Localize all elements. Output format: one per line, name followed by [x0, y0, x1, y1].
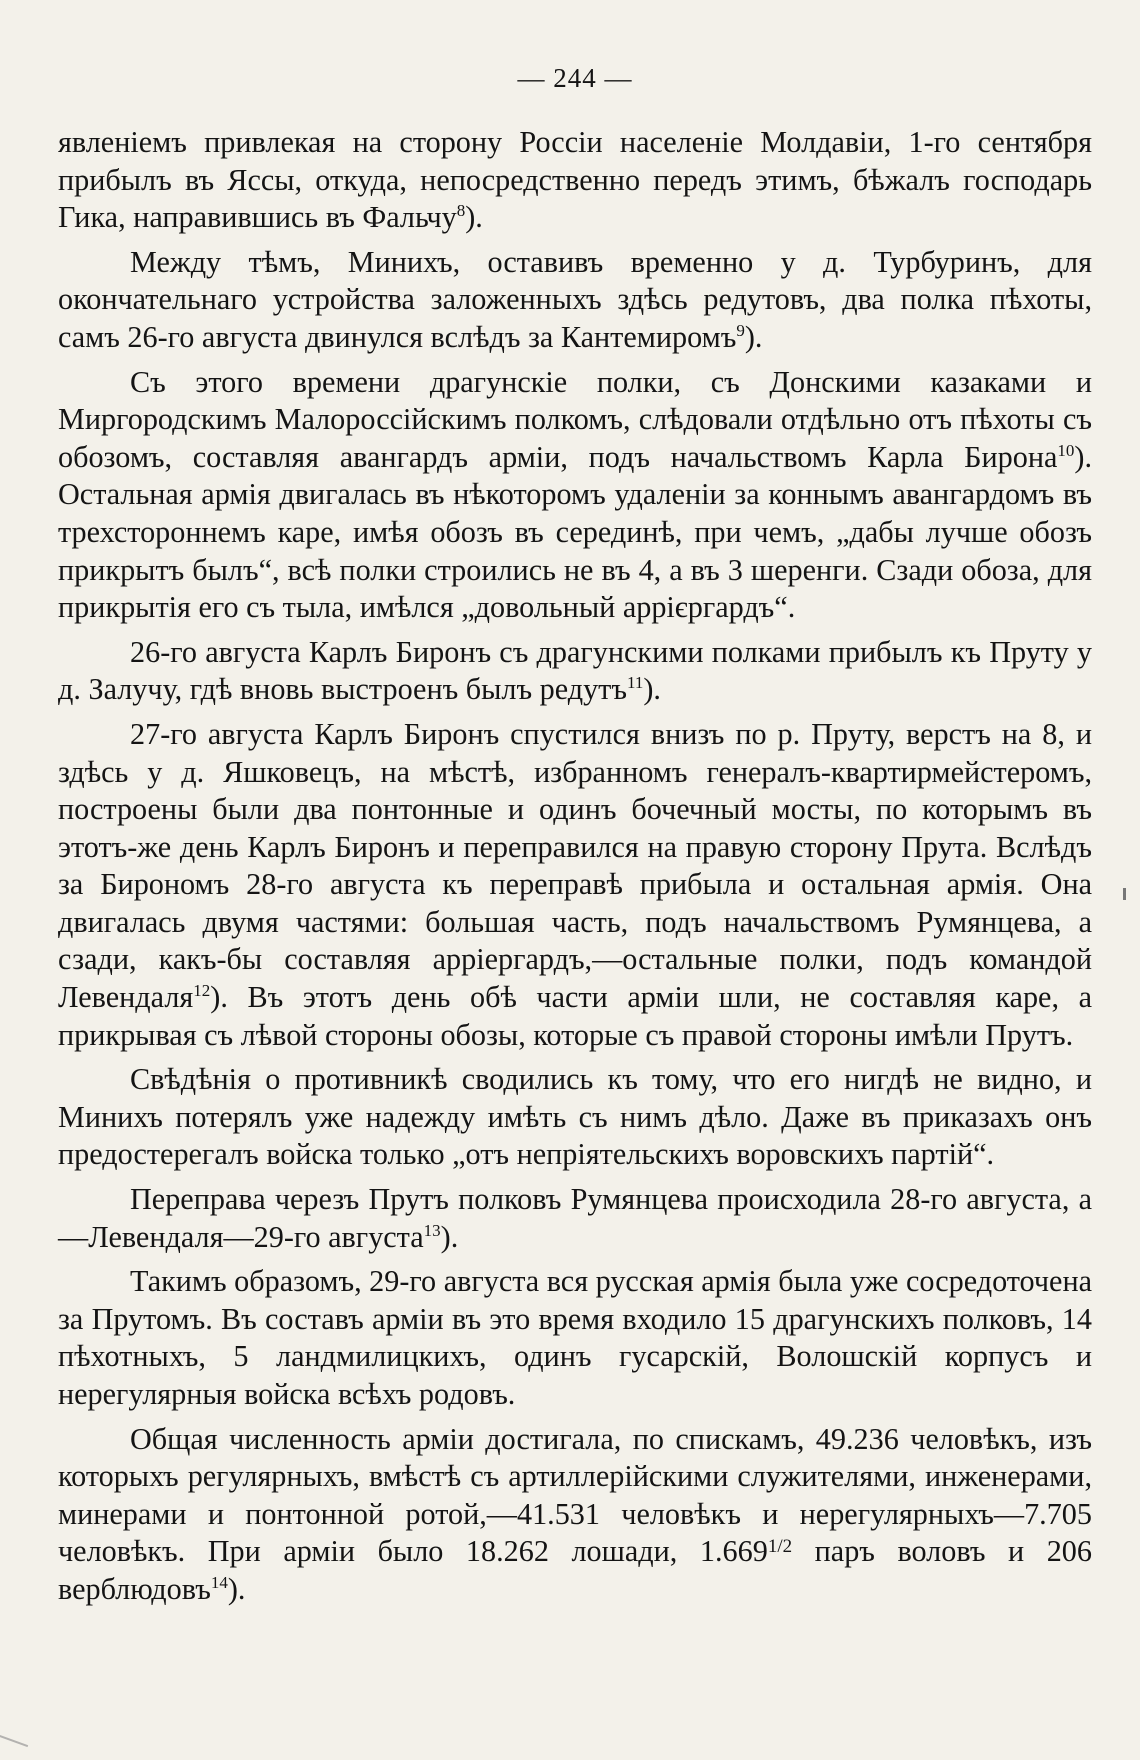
paragraph-text: Общая численность арміи достигала, по спискамъ, 49.236 человѣкъ, изъ которыхъ регулярныхъ, вмѣстѣ съ артиллерійскими служителями, инженерами, минерами и понтонной ротой,—41.531 человѣкъ и нерегулярныхъ—7.705 человѣкъ. При арміи было 18.262 лошади, 1.669 [58, 1421, 1092, 1569]
paragraph-text: Такимъ образомъ, 29-го августа вся русская армія была уже сосредоточена за Прутомъ. Въ составъ арміи въ это время входило 15 драгунскихъ полковъ, 14 пѣхотныхъ, 5 ландмилицкихъ, одинъ гусарскій, Волошскій корпусъ и нерегулярныя войска всѣхъ родовъ. [58, 1264, 1093, 1411]
paragraph [58, 716, 1092, 1054]
paragraph-text: 27-го августа Карлъ Биронъ спустился внизъ по р. Пруту, верстъ на 8, и здѣсь у д. Яшковецъ, на мѣстѣ, избранномъ генералъ-квартирмейстеромъ, построены были два понтонные и одинъ бочечный мосты, по которымъ въ этотъ-же день Карлъ Биронъ и переправился на правую сторону Прута. Вслѣдъ за Бирономъ 28-го августа къ переправѣ прибыла и остальная армія. Она двигалась двумя частями: большая часть, подъ начальствомъ Румянцева, а сзади, какъ-бы составляя арріергардъ,—остальные полки, подъ командой Левендаля [58, 716, 1092, 1015]
paragraph [58, 1263, 1092, 1413]
paragraph-text: ). [643, 672, 661, 707]
footnote-ref: 9 [736, 320, 745, 340]
footnote-ref: 14 [210, 1572, 228, 1592]
paragraph [58, 244, 1092, 357]
paragraph-text: Свѣдѣнія о противникѣ сводились къ тому, что его нигдѣ не видно, и Минихъ потерялъ уже надежду имѣть съ нимъ дѣло. Даже въ приказахъ онъ предостерегалъ войска только „отъ непріятельскихъ воровскихъ партій“. [58, 1062, 1092, 1172]
paragraph [58, 634, 1092, 709]
footnote-ref: 11 [626, 673, 644, 693]
footnote-ref: 10 [1057, 440, 1075, 460]
paragraph [58, 364, 1092, 627]
paragraph-text: Между тѣмъ, Минихъ, оставивъ временно у д. Турбуринъ, для окончательнаго устройства заложенныхъ здѣсь редутовъ, два полка пѣхоты, самъ 26-го августа двинулся вслѣдъ за Кантемиромъ [58, 244, 1092, 354]
paragraph [58, 1421, 1092, 1609]
page-number: — 244 — [517, 63, 633, 93]
paragraph-text: ). [440, 1219, 459, 1254]
paragraph-text: 26-го августа Карлъ Биронъ съ драгунскими полками прибылъ къ Пруту у д. Залучу, гдѣ вновь выстроенъ былъ редутъ [58, 634, 1092, 707]
paragraph-text: ). [465, 200, 483, 235]
body-text [58, 124, 1092, 1609]
footnote-ref: 8 [456, 201, 466, 221]
paragraph-text: паръ воловъ и 206 верблюдовъ [58, 1534, 1092, 1606]
paragraph [58, 1061, 1092, 1174]
paragraph-text: явленіемъ привлекая на сторону Россіи населеніе Молдавіи, 1-го сентября прибылъ въ Яссы, откуда, непосредственно передъ этимъ, бѣжалъ господарь Гика, направившись въ Фальчу [58, 125, 1092, 235]
paragraph-text: ). [744, 319, 763, 354]
fraction: 1/2 [767, 1536, 793, 1558]
paragraph-text: Переправа черезъ Прутъ полковъ Румянцева происходила 28-го августа, а—Левендаля—29-го августа [58, 1182, 1092, 1254]
footnote-ref: 12 [193, 981, 211, 1001]
paragraph [58, 1181, 1092, 1256]
paragraph-text: ). [227, 1571, 246, 1606]
footnote-ref: 13 [423, 1220, 441, 1240]
paragraph-text: Съ этого времени драгунскіе полки, съ Донскими казаками и Миргородскимъ Малороссійскимъ полкомъ, слѣдовали отдѣльно отъ пѣхоты съ обозомъ, составляя авангардъ арміи, подъ начальствомъ Карла Бирона [58, 364, 1092, 474]
paragraph-text: ). Въ этотъ день обѣ части арміи шли, не составляя каре, а прикрывая съ лѣвой стороны обозы, которые съ правой стороны имѣли Прутъ. [58, 980, 1092, 1052]
paragraph-text: ). Остальная армія двигалась въ нѣкоторомъ удаленіи за коннымъ авангардомъ въ трехстороннемъ каре, имѣя обозъ въ серединѣ, при чемъ, „дабы лучше обозъ прикрытъ былъ“, всѣ полки строились не въ 4, а въ 3 шеренги. Сзади обоза, для прикрытія его съ тыла, имѣлся „довольный аррієргардъ“. [58, 439, 1092, 625]
scan-edge-mark [1123, 888, 1126, 900]
paragraph [58, 124, 1092, 237]
